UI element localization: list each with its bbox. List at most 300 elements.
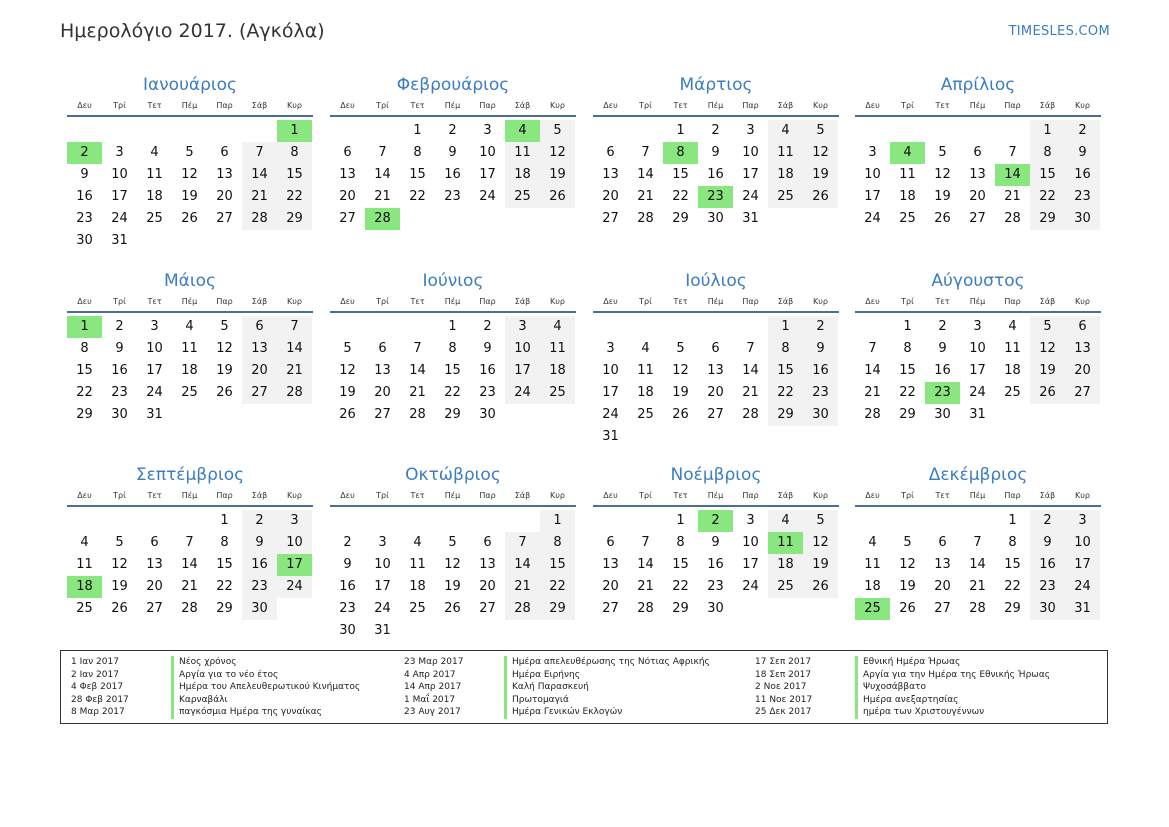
day-cell: 3 bbox=[277, 510, 312, 532]
day-grid bbox=[330, 510, 575, 642]
day-cell: 30 bbox=[803, 404, 838, 426]
holiday-name: Ψυχοσάββατο bbox=[855, 681, 926, 694]
holiday-name: Ημέρα Ειρήνης bbox=[504, 669, 580, 682]
holiday-date: 14 Απρ 2017 bbox=[404, 682, 462, 692]
day-cell: 21 bbox=[864, 385, 881, 400]
day-cell: 23 bbox=[444, 189, 461, 204]
day-cell: 13 bbox=[934, 557, 951, 572]
day-cell: 3 bbox=[378, 535, 387, 550]
day-cell: 23 bbox=[111, 385, 128, 400]
weekday-label: Πέμ bbox=[444, 491, 461, 500]
day-cell: 20 bbox=[339, 189, 356, 204]
month-name: Οκτώβριος bbox=[405, 465, 501, 485]
day-cell: 28 bbox=[242, 208, 277, 230]
weekday-label: Τρί bbox=[376, 101, 389, 110]
day-cell: 26 bbox=[216, 385, 233, 400]
empty-cell bbox=[628, 510, 663, 532]
month-block bbox=[67, 269, 313, 426]
month-block bbox=[855, 73, 1101, 230]
weekday-label: Σάβ bbox=[514, 491, 531, 500]
day-cell: 16 bbox=[242, 554, 277, 576]
month-name: Σεπτέμβριος bbox=[135, 465, 245, 485]
day-cell: 22 bbox=[768, 382, 803, 404]
weekday-label: Τετ bbox=[673, 491, 688, 500]
holiday-name: Ημέρα απελευθέρωσης της Νότιας Αφρικής bbox=[504, 656, 710, 669]
day-cell: 29 bbox=[277, 208, 312, 230]
day-cell: 7 bbox=[185, 535, 194, 550]
day-cell: 31 bbox=[1065, 598, 1100, 620]
day-cell: 13 bbox=[479, 557, 496, 572]
weekday-label: Κυρ bbox=[813, 101, 828, 110]
day-cell: 13 bbox=[1065, 338, 1100, 360]
day-cell: 2 bbox=[1065, 120, 1100, 142]
weekday-label: Πέμ bbox=[707, 297, 724, 306]
empty-cell bbox=[400, 510, 435, 532]
day-cell: 4 bbox=[150, 145, 159, 160]
day-cell: 12 bbox=[803, 142, 838, 164]
day-cell: 8 bbox=[540, 532, 575, 554]
month-block bbox=[593, 269, 839, 448]
day-cell: 27 bbox=[339, 211, 356, 226]
weekday-label: Δευ bbox=[340, 491, 355, 500]
weekday-label: Τρί bbox=[113, 491, 126, 500]
weekday-label: Τετ bbox=[673, 101, 688, 110]
empty-cell bbox=[207, 120, 242, 142]
holiday-name: ημέρα των Χριστουγέννων bbox=[855, 706, 984, 719]
day-cell: 8 bbox=[903, 341, 912, 356]
weekday-label: Παρ bbox=[742, 297, 759, 306]
day-cell: 16 bbox=[934, 363, 951, 378]
day-cell: 18 bbox=[768, 554, 803, 576]
day-cell: 26 bbox=[339, 407, 356, 422]
weekday-label: Παρ bbox=[479, 491, 496, 500]
day-cell: 3 bbox=[746, 513, 755, 528]
weekday-label: Παρ bbox=[742, 491, 759, 500]
day-cell: 14 bbox=[505, 554, 540, 576]
weekday-label: Τετ bbox=[673, 297, 688, 306]
day-cell: 11 bbox=[899, 167, 916, 182]
day-cell: 5 bbox=[938, 145, 947, 160]
day-cell: 7 bbox=[1008, 145, 1017, 160]
weekday-label: Δευ bbox=[603, 101, 618, 110]
weekday-label: Κυρ bbox=[550, 101, 565, 110]
day-cell: 5 bbox=[903, 535, 912, 550]
day-cell: 27 bbox=[242, 382, 277, 404]
day-cell: 1 bbox=[413, 123, 422, 138]
day-cell: 27 bbox=[1065, 382, 1100, 404]
day-cell: 25 bbox=[768, 576, 803, 598]
day-cell: 26 bbox=[181, 211, 198, 226]
day-cell: 2 bbox=[115, 319, 124, 334]
day-cell: 13 bbox=[602, 557, 619, 572]
day-cell: 11 bbox=[864, 557, 881, 572]
day-cell: 21 bbox=[505, 576, 540, 598]
empty-cell bbox=[505, 510, 540, 532]
day-cell: 3 bbox=[746, 123, 755, 138]
empty-cell bbox=[435, 510, 470, 532]
weekday-label: Δευ bbox=[865, 101, 880, 110]
holiday-name: Ημέρα του Απελευθερωτικού Κινήματος bbox=[171, 681, 360, 694]
day-cell: 30 bbox=[1065, 208, 1100, 230]
weekday-label: Παρ bbox=[1004, 297, 1021, 306]
day-cell: 29 bbox=[540, 598, 575, 620]
day-cell: 1 bbox=[768, 316, 803, 338]
day-cell: 20 bbox=[707, 385, 724, 400]
day-cell: 28 bbox=[1004, 211, 1021, 226]
day-cell: 13 bbox=[374, 363, 391, 378]
day-cell: 30 bbox=[76, 233, 93, 248]
weekday-label: Δευ bbox=[603, 491, 618, 500]
day-cell: 16 bbox=[707, 167, 724, 182]
weekday-label: Κυρ bbox=[287, 491, 302, 500]
day-cell: 6 bbox=[711, 341, 720, 356]
empty-cell bbox=[855, 316, 890, 338]
weekday-header bbox=[593, 99, 839, 117]
weekday-label: Τρί bbox=[639, 491, 652, 500]
weekday-label: Τρί bbox=[901, 491, 914, 500]
holiday-day-cell: 14 bbox=[995, 164, 1030, 186]
day-cell: 16 bbox=[339, 579, 356, 594]
weekday-label: Πέμ bbox=[969, 491, 986, 500]
day-cell: 22 bbox=[444, 385, 461, 400]
month-name: Αύγουστος bbox=[931, 271, 1025, 291]
empty-cell bbox=[400, 316, 435, 338]
day-cell: 24 bbox=[1065, 576, 1100, 598]
day-grid bbox=[330, 120, 575, 230]
holiday-day-cell: 8 bbox=[663, 142, 698, 164]
day-cell: 1 bbox=[220, 513, 229, 528]
weekday-label: Τετ bbox=[147, 101, 162, 110]
day-cell: 12 bbox=[181, 167, 198, 182]
holiday-day-cell: 4 bbox=[505, 120, 540, 142]
weekday-label: Τρί bbox=[113, 297, 126, 306]
day-cell: 18 bbox=[637, 385, 654, 400]
day-cell: 17 bbox=[111, 189, 128, 204]
day-cell: 8 bbox=[220, 535, 229, 550]
holiday-name: Αργία για την Ημέρα της Εθνικής Ήρωας bbox=[855, 669, 1050, 682]
day-cell: 4 bbox=[868, 535, 877, 550]
weekday-label: Τρί bbox=[376, 297, 389, 306]
day-cell: 21 bbox=[277, 360, 312, 382]
legend-column bbox=[755, 656, 1050, 719]
empty-cell bbox=[242, 120, 277, 142]
legend-row bbox=[755, 694, 1050, 707]
weekday-header bbox=[855, 489, 1101, 507]
weekday-label: Δευ bbox=[77, 491, 92, 500]
day-cell: 3 bbox=[868, 145, 877, 160]
weekday-label: Πέμ bbox=[181, 297, 198, 306]
empty-cell bbox=[470, 510, 505, 532]
month-block bbox=[330, 73, 576, 230]
day-cell: 5 bbox=[185, 145, 194, 160]
empty-cell bbox=[890, 120, 925, 142]
empty-cell bbox=[855, 510, 890, 532]
day-cell: 28 bbox=[181, 601, 198, 616]
weekday-header bbox=[593, 295, 839, 313]
day-cell: 26 bbox=[803, 576, 838, 598]
day-grid bbox=[67, 316, 312, 426]
day-cell: 15 bbox=[444, 363, 461, 378]
day-cell: 27 bbox=[707, 407, 724, 422]
day-cell: 11 bbox=[540, 338, 575, 360]
day-cell: 11 bbox=[505, 142, 540, 164]
day-cell: 10 bbox=[277, 532, 312, 554]
day-cell: 5 bbox=[220, 319, 229, 334]
day-cell: 26 bbox=[934, 211, 951, 226]
day-grid bbox=[330, 316, 575, 426]
day-cell: 9 bbox=[803, 338, 838, 360]
day-cell: 1 bbox=[1030, 120, 1065, 142]
day-cell: 3 bbox=[115, 145, 124, 160]
day-cell: 9 bbox=[1030, 532, 1065, 554]
day-grid bbox=[67, 120, 312, 252]
weekday-label: Κυρ bbox=[550, 297, 565, 306]
weekday-header bbox=[67, 99, 313, 117]
day-cell: 2 bbox=[938, 319, 947, 334]
day-cell: 9 bbox=[448, 145, 457, 160]
day-cell: 28 bbox=[969, 601, 986, 616]
weekday-label: Σάβ bbox=[1039, 297, 1056, 306]
day-cell: 27 bbox=[479, 601, 496, 616]
day-cell: 17 bbox=[864, 189, 881, 204]
day-cell: 12 bbox=[803, 532, 838, 554]
weekday-label: Πέμ bbox=[707, 101, 724, 110]
day-cell: 15 bbox=[768, 360, 803, 382]
day-cell: 7 bbox=[641, 535, 650, 550]
day-cell: 7 bbox=[277, 316, 312, 338]
weekday-label: Σάβ bbox=[777, 297, 794, 306]
day-cell: 6 bbox=[938, 535, 947, 550]
day-cell: 19 bbox=[899, 579, 916, 594]
weekday-label: Πέμ bbox=[707, 491, 724, 500]
day-grid bbox=[67, 510, 312, 620]
day-cell: 15 bbox=[540, 554, 575, 576]
day-cell: 3 bbox=[483, 123, 492, 138]
day-cell: 25 bbox=[1004, 385, 1021, 400]
day-cell: 30 bbox=[707, 601, 724, 616]
empty-cell bbox=[593, 120, 628, 142]
day-cell: 28 bbox=[637, 601, 654, 616]
day-cell: 1 bbox=[540, 510, 575, 532]
day-cell: 29 bbox=[899, 407, 916, 422]
day-cell: 13 bbox=[602, 167, 619, 182]
day-cell: 15 bbox=[672, 557, 689, 572]
day-cell: 13 bbox=[707, 363, 724, 378]
day-cell: 19 bbox=[181, 189, 198, 204]
day-cell: 24 bbox=[146, 385, 163, 400]
day-cell: 16 bbox=[1065, 164, 1100, 186]
empty-cell bbox=[102, 510, 137, 532]
day-cell: 12 bbox=[934, 167, 951, 182]
empty-cell bbox=[733, 316, 768, 338]
empty-cell bbox=[960, 510, 995, 532]
weekday-label: Τετ bbox=[147, 491, 162, 500]
month-name: Μάιος bbox=[163, 271, 216, 291]
holiday-name: Ημέρα Γενικών Εκλογών bbox=[504, 706, 622, 719]
holiday-day-cell: 4 bbox=[890, 142, 925, 164]
day-cell: 25 bbox=[146, 211, 163, 226]
weekday-label: Παρ bbox=[1004, 491, 1021, 500]
day-cell: 15 bbox=[672, 167, 689, 182]
day-cell: 21 bbox=[374, 189, 391, 204]
day-cell: 30 bbox=[111, 407, 128, 422]
day-cell: 7 bbox=[973, 535, 982, 550]
empty-cell bbox=[995, 120, 1030, 142]
day-cell: 8 bbox=[676, 535, 685, 550]
day-cell: 7 bbox=[413, 341, 422, 356]
empty-cell bbox=[663, 316, 698, 338]
empty-cell bbox=[890, 510, 925, 532]
day-cell: 20 bbox=[602, 189, 619, 204]
day-cell: 6 bbox=[973, 145, 982, 160]
day-cell: 12 bbox=[111, 557, 128, 572]
day-cell: 15 bbox=[1030, 164, 1065, 186]
day-cell: 23 bbox=[1065, 186, 1100, 208]
weekday-label: Τρί bbox=[376, 491, 389, 500]
weekday-label: Τετ bbox=[935, 297, 950, 306]
day-cell: 7 bbox=[378, 145, 387, 160]
weekday-label: Δευ bbox=[865, 297, 880, 306]
day-cell: 4 bbox=[413, 535, 422, 550]
holiday-day-cell: 18 bbox=[67, 576, 102, 598]
day-cell: 3 bbox=[505, 316, 540, 338]
month-name: Ιανουάριος bbox=[142, 75, 238, 95]
holiday-name: Εθνική Ημέρα Ήρωας bbox=[855, 656, 960, 669]
weekday-label: Παρ bbox=[742, 101, 759, 110]
holiday-name: Καρναβάλι bbox=[171, 694, 228, 707]
weekday-header bbox=[855, 295, 1101, 313]
day-grid bbox=[855, 120, 1100, 230]
day-cell: 22 bbox=[899, 385, 916, 400]
day-cell: 27 bbox=[602, 601, 619, 616]
site-brand-link[interactable]: TIMESLES.COM bbox=[1008, 24, 1110, 39]
holiday-day-cell: 1 bbox=[277, 120, 312, 142]
month-block bbox=[67, 73, 313, 252]
day-cell: 22 bbox=[672, 189, 689, 204]
day-cell: 5 bbox=[1030, 316, 1065, 338]
day-cell: 23 bbox=[803, 382, 838, 404]
day-cell: 18 bbox=[768, 164, 803, 186]
day-cell: 24 bbox=[277, 576, 312, 598]
day-cell: 12 bbox=[672, 363, 689, 378]
day-cell: 23 bbox=[242, 576, 277, 598]
day-cell: 20 bbox=[969, 189, 986, 204]
page-title: Ημερολόγιο 2017. (Αγκόλα) bbox=[60, 20, 325, 42]
day-cell: 26 bbox=[1030, 382, 1065, 404]
day-cell: 18 bbox=[864, 579, 881, 594]
day-cell: 6 bbox=[220, 145, 229, 160]
holiday-date: 23 Αυγ 2017 bbox=[404, 707, 461, 717]
day-cell: 5 bbox=[803, 510, 838, 532]
day-cell: 10 bbox=[742, 145, 759, 160]
day-grid bbox=[593, 120, 838, 230]
day-cell: 29 bbox=[768, 404, 803, 426]
day-cell: 6 bbox=[1065, 316, 1100, 338]
day-cell: 22 bbox=[277, 186, 312, 208]
weekday-label: Πέμ bbox=[444, 297, 461, 306]
day-cell: 19 bbox=[444, 579, 461, 594]
weekday-label: Κυρ bbox=[1075, 297, 1090, 306]
day-cell: 21 bbox=[637, 189, 654, 204]
day-cell: 18 bbox=[1004, 363, 1021, 378]
weekday-label: Σάβ bbox=[777, 491, 794, 500]
empty-cell bbox=[365, 510, 400, 532]
day-cell: 17 bbox=[602, 385, 619, 400]
day-cell: 23 bbox=[339, 601, 356, 616]
day-cell: 18 bbox=[181, 363, 198, 378]
day-cell: 5 bbox=[676, 341, 685, 356]
holiday-date: 2 Ιαν 2017 bbox=[71, 669, 119, 680]
weekday-header bbox=[330, 489, 576, 507]
weekday-label: Κυρ bbox=[1075, 491, 1090, 500]
day-cell: 29 bbox=[1004, 601, 1021, 616]
day-cell: 16 bbox=[1030, 554, 1065, 576]
day-cell: 24 bbox=[864, 211, 881, 226]
day-cell: 9 bbox=[938, 341, 947, 356]
month-name: Δεκέμβριος bbox=[928, 465, 1028, 485]
holiday-day-cell: 17 bbox=[277, 554, 312, 576]
holiday-date: 28 Φεβ 2017 bbox=[71, 694, 129, 705]
day-cell: 1 bbox=[676, 123, 685, 138]
day-cell: 6 bbox=[343, 145, 352, 160]
day-cell: 28 bbox=[637, 211, 654, 226]
empty-cell bbox=[365, 120, 400, 142]
day-cell: 10 bbox=[505, 338, 540, 360]
day-cell: 24 bbox=[742, 189, 759, 204]
empty-cell bbox=[593, 316, 628, 338]
day-cell: 26 bbox=[444, 601, 461, 616]
weekday-header bbox=[330, 99, 576, 117]
day-cell: 18 bbox=[505, 164, 540, 186]
day-cell: 2 bbox=[242, 510, 277, 532]
holiday-date: 11 Νοε 2017 bbox=[755, 694, 813, 705]
day-cell: 25 bbox=[540, 382, 575, 404]
weekday-label: Τετ bbox=[935, 101, 950, 110]
day-cell: 3 bbox=[150, 319, 159, 334]
day-cell: 31 bbox=[742, 211, 759, 226]
holiday-date: 2 Νοε 2017 bbox=[755, 682, 807, 692]
day-cell: 31 bbox=[969, 407, 986, 422]
holiday-name: Νέος χρόνος bbox=[171, 656, 236, 669]
holiday-legend bbox=[60, 650, 1108, 724]
legend-row bbox=[404, 669, 710, 682]
day-cell: 5 bbox=[803, 120, 838, 142]
day-cell: 10 bbox=[479, 145, 496, 160]
day-cell: 19 bbox=[672, 385, 689, 400]
day-cell: 19 bbox=[111, 579, 128, 594]
day-cell: 25 bbox=[409, 601, 426, 616]
empty-cell bbox=[960, 120, 995, 142]
holiday-date: 17 Σεπ 2017 bbox=[755, 657, 812, 667]
day-cell: 4 bbox=[80, 535, 89, 550]
day-cell: 30 bbox=[339, 623, 356, 638]
day-cell: 11 bbox=[146, 167, 163, 182]
holiday-date: 23 Μαρ 2017 bbox=[404, 657, 464, 667]
empty-cell bbox=[925, 120, 960, 142]
legend-column bbox=[71, 656, 360, 719]
legend-row bbox=[755, 656, 1050, 669]
holiday-day-cell: 11 bbox=[768, 532, 803, 554]
empty-cell bbox=[137, 510, 172, 532]
weekday-label: Τρί bbox=[639, 297, 652, 306]
day-cell: 27 bbox=[602, 211, 619, 226]
day-cell: 22 bbox=[1004, 579, 1021, 594]
day-cell: 27 bbox=[969, 211, 986, 226]
empty-cell bbox=[330, 120, 365, 142]
weekday-label: Παρ bbox=[216, 297, 233, 306]
weekday-label: Πέμ bbox=[969, 297, 986, 306]
weekday-label: Τρί bbox=[639, 101, 652, 110]
